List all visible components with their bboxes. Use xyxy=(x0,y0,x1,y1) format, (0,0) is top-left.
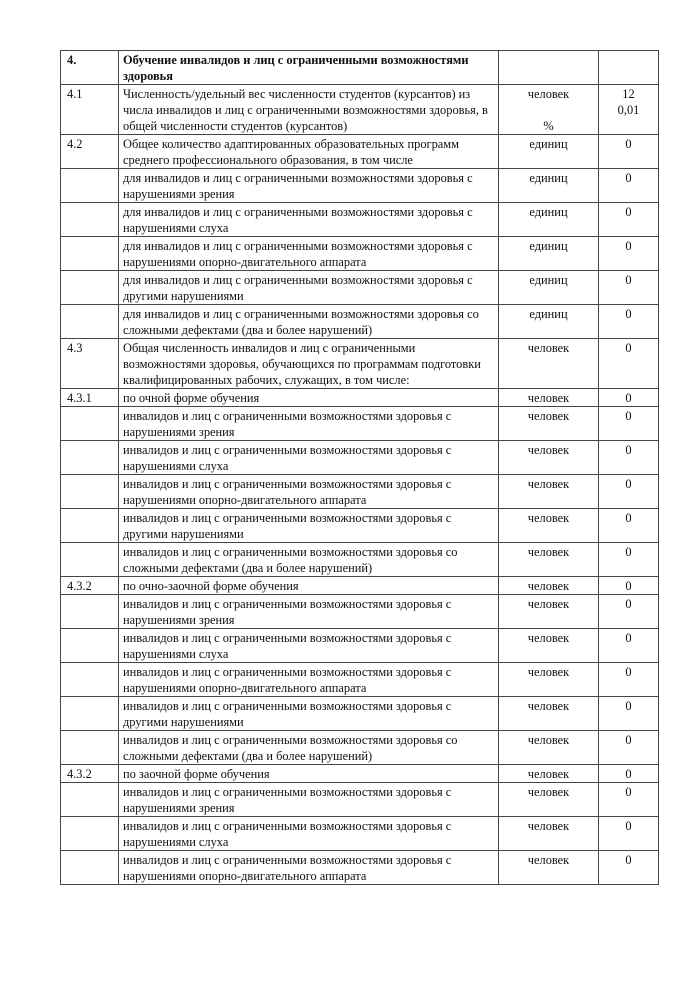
table-row xyxy=(61,577,659,595)
row-value: 0 xyxy=(599,765,659,783)
row-indicator-name: инвалидов и лиц с ограниченными возможностями здоровья с нарушениями слуха xyxy=(119,441,499,475)
indicators-table xyxy=(60,50,659,885)
table-row xyxy=(61,85,659,135)
row-value: 0 xyxy=(599,475,659,509)
row-indicator-name: инвалидов и лиц с ограниченными возможностями здоровья с другими нарушениями xyxy=(119,697,499,731)
table-row xyxy=(61,169,659,203)
row-number xyxy=(61,851,119,885)
row-indicator-name: для инвалидов и лиц с ограниченными возможностями здоровья с нарушениями опорно-двигательного аппарата xyxy=(119,237,499,271)
table-row xyxy=(61,407,659,441)
row-value: 0 xyxy=(599,697,659,731)
row-indicator-name: инвалидов и лиц с ограниченными возможностями здоровья с нарушениями опорно-двигательного аппарата xyxy=(119,663,499,697)
table-row xyxy=(61,697,659,731)
section-value-cell xyxy=(599,51,659,85)
table-row xyxy=(61,339,659,389)
table-row xyxy=(61,305,659,339)
row-indicator-name: инвалидов и лиц с ограниченными возможностями здоровья со сложными дефектами (два и более нарушений) xyxy=(119,731,499,765)
table-row xyxy=(61,203,659,237)
row-indicator-name: инвалидов и лиц с ограниченными возможностями здоровья с нарушениями опорно-двигательного аппарата xyxy=(119,851,499,885)
row-unit: единиц xyxy=(499,237,599,271)
row-value: 0 xyxy=(599,271,659,305)
row-indicator-name: инвалидов и лиц с ограниченными возможностями здоровья с другими нарушениями xyxy=(119,509,499,543)
section-header-row xyxy=(61,51,659,85)
row-unit: человек xyxy=(499,577,599,595)
row-indicator-name: для инвалидов и лиц с ограниченными возможностями здоровья с нарушениями зрения xyxy=(119,169,499,203)
row-unit: человек xyxy=(499,509,599,543)
row-indicator-name: для инвалидов и лиц с ограниченными возможностями здоровья с нарушениями слуха xyxy=(119,203,499,237)
table-row xyxy=(61,135,659,169)
section-title: Обучение инвалидов и лиц с ограниченными возможностями здоровья xyxy=(119,51,499,85)
row-number xyxy=(61,629,119,663)
row-value: 0 xyxy=(599,509,659,543)
row-number xyxy=(61,441,119,475)
row-unit: человек xyxy=(499,339,599,389)
row-indicator-name: инвалидов и лиц с ограниченными возможностями здоровья с нарушениями зрения xyxy=(119,783,499,817)
row-unit: человек xyxy=(499,475,599,509)
row-indicator-name: инвалидов и лиц с ограниченными возможностями здоровья с нарушениями слуха xyxy=(119,629,499,663)
row-unit: человек xyxy=(499,765,599,783)
row-indicator-name: по заочной форме обучения xyxy=(119,765,499,783)
row-indicator-name: инвалидов и лиц с ограниченными возможностями здоровья со сложными дефектами (два и более нарушений) xyxy=(119,543,499,577)
row-value: 0 xyxy=(599,169,659,203)
row-number xyxy=(61,783,119,817)
row-unit: человек xyxy=(499,697,599,731)
row-unit-primary: человек xyxy=(527,87,570,101)
row-number xyxy=(61,595,119,629)
row-value: 0 xyxy=(599,407,659,441)
row-indicator-name: для инвалидов и лиц с ограниченными возможностями здоровья с другими нарушениями xyxy=(119,271,499,305)
table-row xyxy=(61,475,659,509)
table-row xyxy=(61,595,659,629)
row-value: 0 xyxy=(599,237,659,271)
row-number xyxy=(61,543,119,577)
row-number xyxy=(61,271,119,305)
row-unit: единиц xyxy=(499,305,599,339)
row-number xyxy=(61,817,119,851)
row-unit: человек xyxy=(499,629,599,663)
row-number: 4.3.1 xyxy=(61,389,119,407)
table-row xyxy=(61,509,659,543)
row-unit: человек xyxy=(499,663,599,697)
row-unit: единиц xyxy=(499,203,599,237)
table-body xyxy=(61,51,659,885)
row-unit: человек xyxy=(499,595,599,629)
table-row xyxy=(61,817,659,851)
row-number xyxy=(61,509,119,543)
row-indicator-name: инвалидов и лиц с ограниченными возможностями здоровья с нарушениями слуха xyxy=(119,817,499,851)
row-value: 0 xyxy=(599,783,659,817)
table-row xyxy=(61,765,659,783)
row-indicator-name: Общее количество адаптированных образовательных программ среднего профессионального образования, в том числе xyxy=(119,135,499,169)
table-row xyxy=(61,543,659,577)
row-unit: единиц xyxy=(499,135,599,169)
row-unit: человек xyxy=(499,389,599,407)
table-row xyxy=(61,389,659,407)
row-value: 0 xyxy=(599,629,659,663)
row-unit-secondary: % xyxy=(543,119,554,133)
row-number xyxy=(61,663,119,697)
row-unit: человек xyxy=(499,441,599,475)
table-row xyxy=(61,629,659,663)
row-value: 0 xyxy=(599,203,659,237)
row-number: 4.3.2 xyxy=(61,577,119,595)
row-indicator-name: по очно-заочной форме обучения xyxy=(119,577,499,595)
table-row xyxy=(61,271,659,305)
row-indicator-name: для инвалидов и лиц с ограниченными возможностями здоровья со сложными дефектами (два и более нарушений) xyxy=(119,305,499,339)
row-value: 0 xyxy=(599,339,659,389)
row-unit: человек xyxy=(499,543,599,577)
table-row xyxy=(61,663,659,697)
row-indicator-name: по очной форме обучения xyxy=(119,389,499,407)
row-unit: человек xyxy=(499,817,599,851)
row-value-primary: 12 xyxy=(622,87,635,101)
row-value: 0 xyxy=(599,389,659,407)
row-indicator-name: инвалидов и лиц с ограниченными возможностями здоровья с нарушениями опорно-двигательного аппарата xyxy=(119,475,499,509)
row-value: 0 xyxy=(599,817,659,851)
row-value: 0 xyxy=(599,851,659,885)
row-indicator-name: инвалидов и лиц с ограниченными возможностями здоровья с нарушениями зрения xyxy=(119,407,499,441)
row-number xyxy=(61,697,119,731)
row-value: 0 xyxy=(599,305,659,339)
row-value xyxy=(599,85,659,135)
row-number xyxy=(61,475,119,509)
row-value: 0 xyxy=(599,543,659,577)
row-unit: единиц xyxy=(499,271,599,305)
row-value: 0 xyxy=(599,135,659,169)
table-row xyxy=(61,731,659,765)
row-number xyxy=(61,203,119,237)
row-indicator-name: Общая численность инвалидов и лиц с ограниченными возможностями здоровья, обучающихся по программам подготовки квалифицированных рабочих, служащих, в том числе: xyxy=(119,339,499,389)
row-unit: человек xyxy=(499,851,599,885)
row-unit: человек xyxy=(499,731,599,765)
row-value: 0 xyxy=(599,441,659,475)
table-row xyxy=(61,441,659,475)
row-indicator-name: инвалидов и лиц с ограниченными возможностями здоровья с нарушениями зрения xyxy=(119,595,499,629)
row-number: 4.1 xyxy=(61,85,119,135)
row-number: 4.3 xyxy=(61,339,119,389)
row-number: 4.3.2 xyxy=(61,765,119,783)
row-value: 0 xyxy=(599,595,659,629)
section-unit-cell xyxy=(499,51,599,85)
row-number xyxy=(61,305,119,339)
row-unit: человек xyxy=(499,407,599,441)
row-unit: человек xyxy=(499,783,599,817)
row-number xyxy=(61,237,119,271)
row-value: 0 xyxy=(599,577,659,595)
section-number: 4. xyxy=(61,51,119,85)
row-unit: единиц xyxy=(499,169,599,203)
row-unit xyxy=(499,85,599,135)
row-indicator-name: Численность/удельный вес численности студентов (курсантов) из числа инвалидов и лиц с ограниченными возможностями здоровья, в общей численности студентов (курсантов) xyxy=(119,85,499,135)
row-value: 0 xyxy=(599,663,659,697)
row-number: 4.2 xyxy=(61,135,119,169)
row-number xyxy=(61,169,119,203)
row-number xyxy=(61,407,119,441)
table-row xyxy=(61,783,659,817)
row-number xyxy=(61,731,119,765)
table-row xyxy=(61,851,659,885)
row-value-secondary: 0,01 xyxy=(617,103,640,117)
row-value: 0 xyxy=(599,731,659,765)
table-row xyxy=(61,237,659,271)
